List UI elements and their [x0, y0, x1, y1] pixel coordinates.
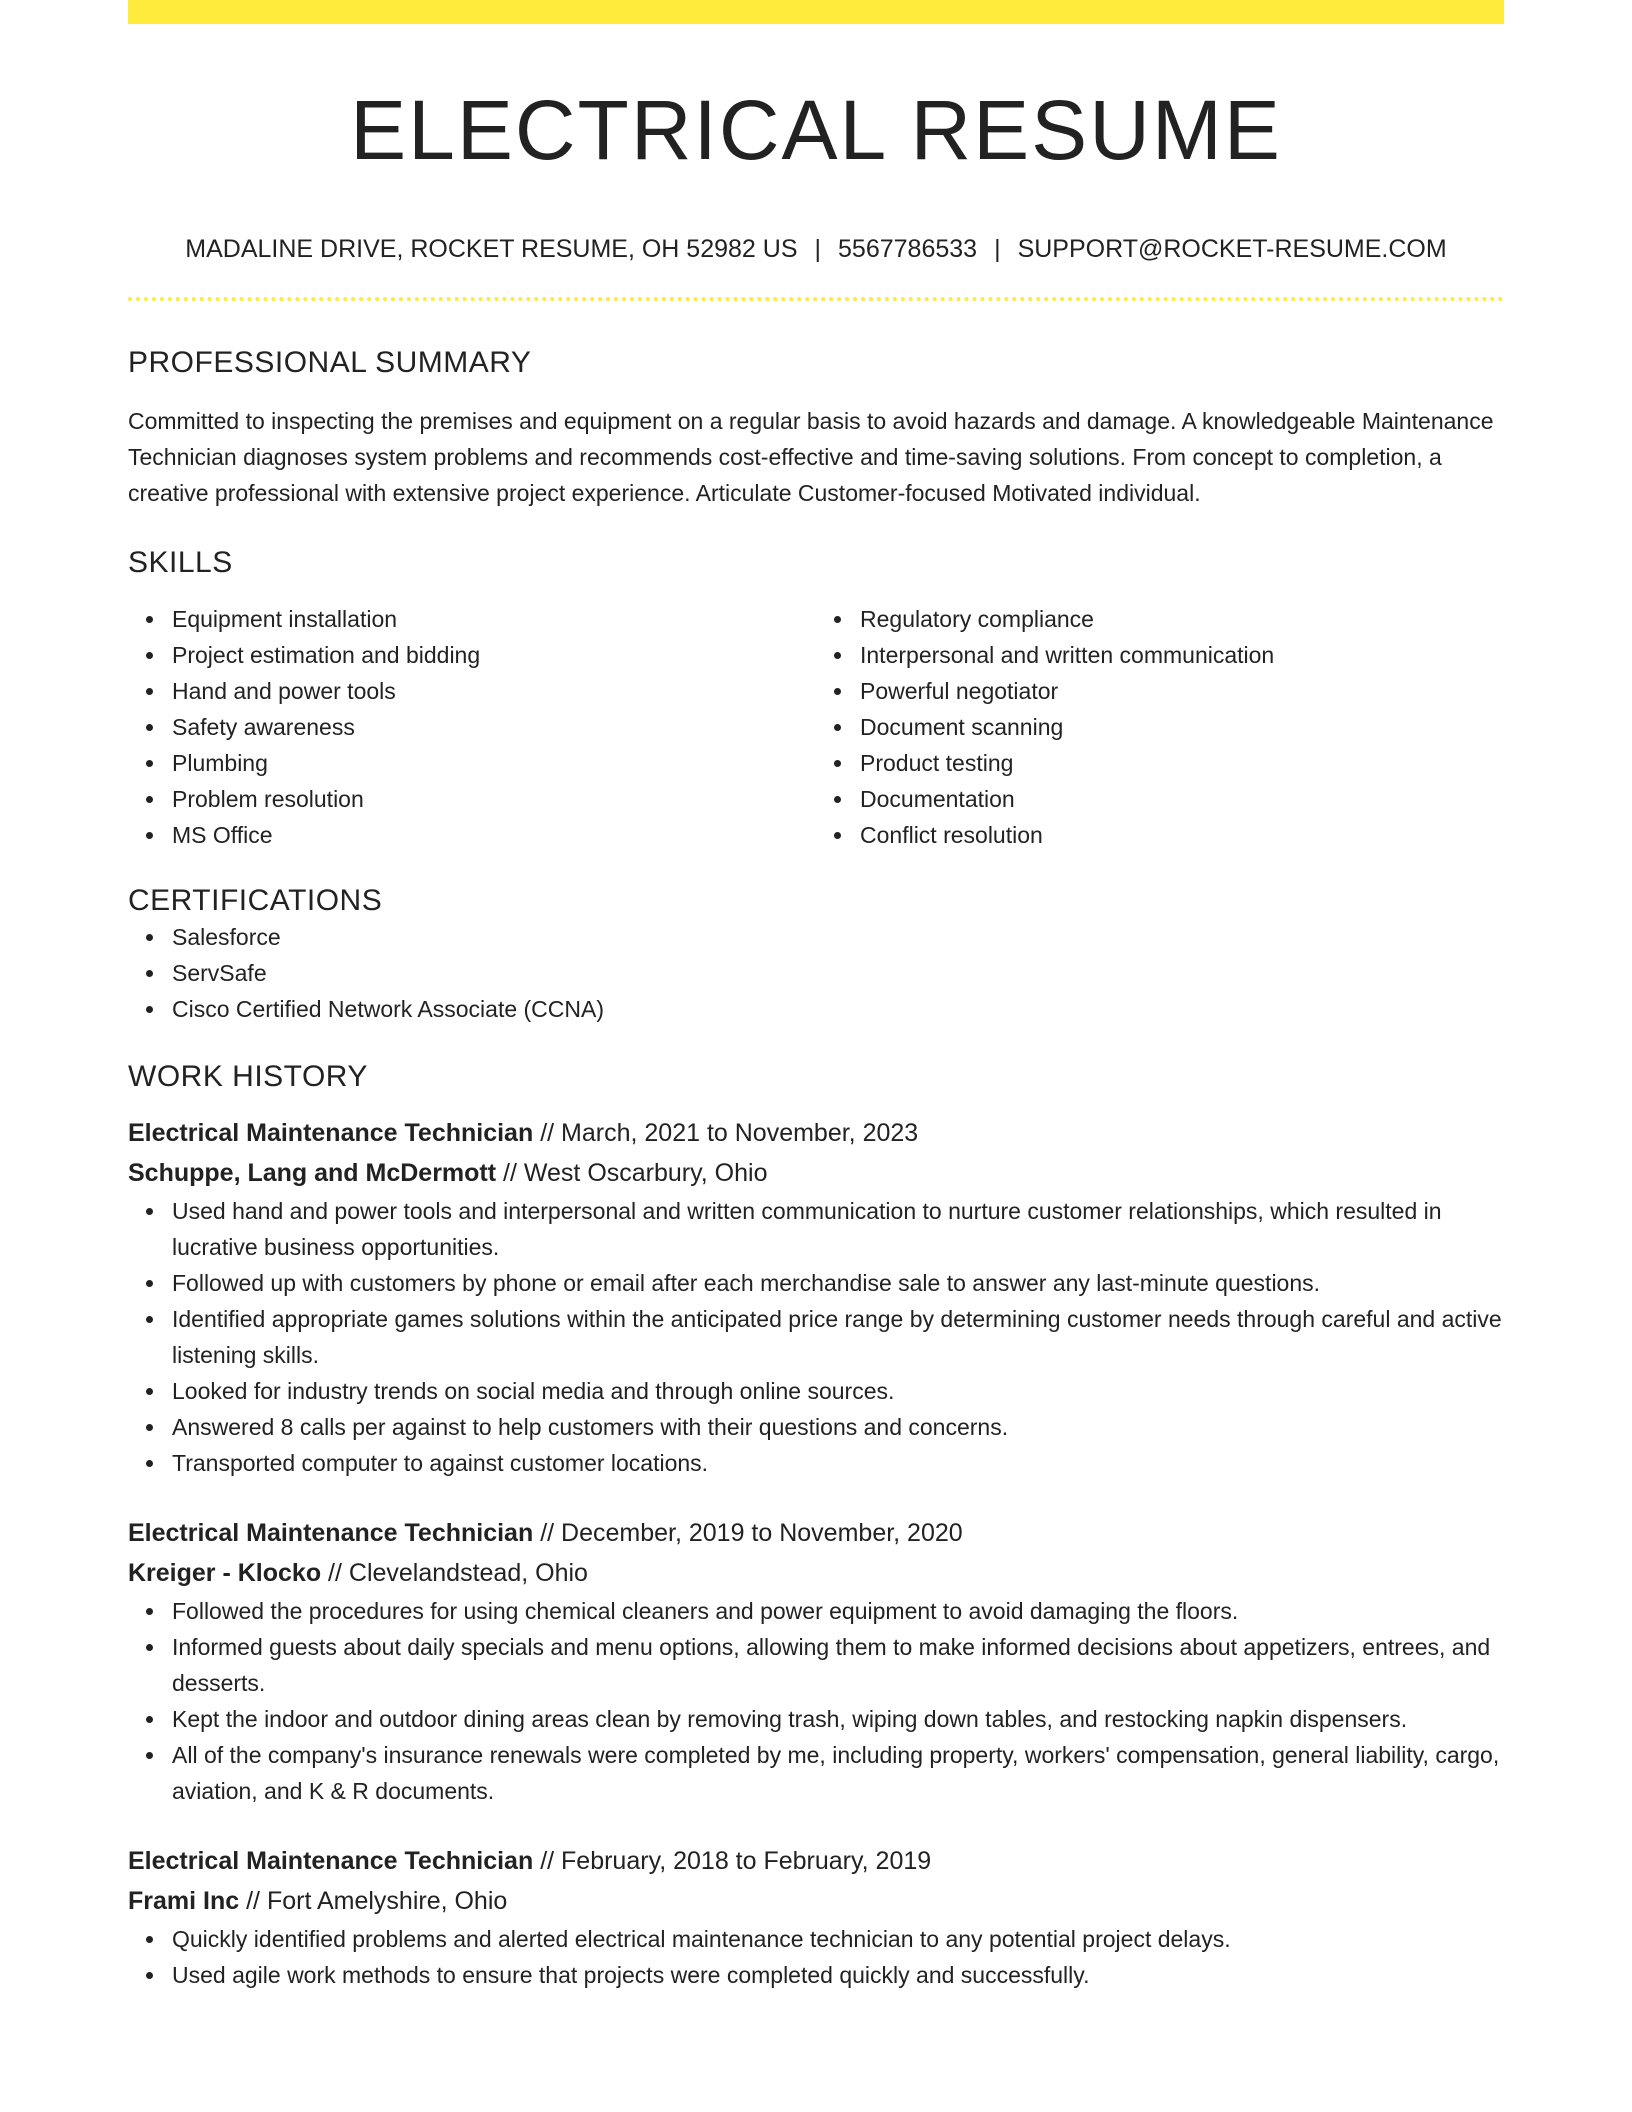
job-bullet: All of the company's insurance renewals were completed by me, including property, workers' compensation, general liability, cargo, aviation, and K & R documents.	[172, 1737, 1504, 1809]
job-title-line	[128, 1841, 1504, 1881]
job-bullet: Quickly identified problems and alerted electrical maintenance technician to any potential project delays.	[172, 1921, 1504, 1957]
job-bullet: Followed up with customers by phone or email after each merchandise sale to answer any last-minute questions.	[172, 1265, 1504, 1301]
contact-line	[128, 234, 1504, 264]
skill-item: MS Office	[172, 817, 816, 853]
job-entry	[128, 1113, 1504, 1481]
job-header	[128, 1841, 1504, 1921]
resume-title: ELECTRICAL RESUME	[350, 83, 1282, 177]
summary-text: Committed to inspecting the premises and equipment on a regular basis to avoid hazards and damage. A knowledgeable Maintenance Technician diagnoses system problems and recommends cost-effective and time-saving solutions. From concept to completion, a creative professional with extensive project experience. Articulate Customer-focused Motivated individual.	[128, 408, 1494, 507]
skill-item: Plumbing	[172, 745, 816, 781]
job-bullet-list	[128, 1921, 1504, 1993]
certification-item: ServSafe	[172, 955, 1504, 991]
job-role: Electrical Maintenance Technician	[128, 1519, 534, 1548]
email-text: SUPPORT@ROCKET-RESUME.COM	[1017, 235, 1447, 264]
job-bullet: Transported computer to against customer locations.	[172, 1445, 1504, 1481]
work-history-heading: WORK HISTORY	[128, 1060, 368, 1094]
phone-text: 5567786533	[838, 235, 978, 264]
resume-page	[128, 0, 1504, 1993]
job-entry	[128, 1513, 1504, 1809]
job-title-line	[128, 1513, 1504, 1553]
skills-list-left	[128, 601, 816, 853]
job-title-line	[128, 1113, 1504, 1153]
skill-item: Regulatory compliance	[860, 601, 1504, 637]
job-company-line	[128, 1553, 1504, 1593]
job-header	[128, 1113, 1504, 1193]
dotted-divider	[128, 297, 1504, 301]
certifications-list	[128, 919, 1504, 1027]
address-text: MADALINE DRIVE, ROCKET RESUME, OH 52982 US	[185, 235, 798, 264]
job-dates: // February, 2018 to February, 2019	[533, 1847, 932, 1876]
skill-item: Problem resolution	[172, 781, 816, 817]
skill-item: Hand and power tools	[172, 673, 816, 709]
job-location: // Clevelandstead, Ohio	[321, 1559, 588, 1588]
job-dates: // March, 2021 to November, 2023	[533, 1119, 919, 1148]
skill-item: Product testing	[860, 745, 1504, 781]
skill-item: Interpersonal and written communication	[860, 637, 1504, 673]
job-company-line	[128, 1881, 1504, 1921]
job-bullet: Followed the procedures for using chemical cleaners and power equipment to avoid damaging the floors.	[172, 1593, 1504, 1629]
job-dates: // December, 2019 to November, 2020	[533, 1519, 963, 1548]
job-location: // West Oscarbury, Ohio	[496, 1159, 768, 1188]
job-bullet: Informed guests about daily specials and menu options, allowing them to make informed decisions about appetizers, entrees, and desserts.	[172, 1629, 1504, 1701]
job-bullet: Used agile work methods to ensure that projects were completed quickly and successfully.	[172, 1957, 1504, 1993]
job-bullet: Identified appropriate games solutions within the anticipated price range by determining customer needs through careful and active listening skills.	[172, 1301, 1504, 1373]
skills-list-right	[816, 601, 1504, 853]
job-company: Frami Inc	[128, 1887, 240, 1916]
job-bullet: Used hand and power tools and interpersonal and written communication to nurture customer relationships, which resulted in lucrative business opportunities.	[172, 1193, 1504, 1265]
contact-separator: |	[814, 235, 822, 264]
job-header	[128, 1513, 1504, 1593]
job-bullet: Looked for industry trends on social media and through online sources.	[172, 1373, 1504, 1409]
certification-item: Salesforce	[172, 919, 1504, 955]
job-company-line	[128, 1153, 1504, 1193]
job-bullet: Answered 8 calls per against to help customers with their questions and concerns.	[172, 1409, 1504, 1445]
job-bullet: Kept the indoor and outdoor dining areas clean by removing trash, wiping down tables, and restocking napkin dispensers.	[172, 1701, 1504, 1737]
certification-item: Cisco Certified Network Associate (CCNA)	[172, 991, 1504, 1027]
job-company: Kreiger - Klocko	[128, 1559, 322, 1588]
job-company: Schuppe, Lang and McDermott	[128, 1159, 497, 1188]
skills-grid	[128, 601, 1504, 853]
contact-separator: |	[994, 235, 1001, 264]
summary-heading: PROFESSIONAL SUMMARY	[128, 346, 532, 380]
job-location: // Fort Amelyshire, Ohio	[239, 1887, 508, 1916]
skill-item: Project estimation and bidding	[172, 637, 816, 673]
job-bullet-list	[128, 1193, 1504, 1481]
certifications-heading: CERTIFICATIONS	[128, 884, 383, 918]
job-role: Electrical Maintenance Technician	[128, 1119, 534, 1148]
skill-item: Equipment installation	[172, 601, 816, 637]
job-role: Electrical Maintenance Technician	[128, 1847, 534, 1876]
skill-item: Documentation	[860, 781, 1504, 817]
skill-item: Powerful negotiator	[860, 673, 1504, 709]
job-entry	[128, 1841, 1504, 1993]
skill-item: Safety awareness	[172, 709, 816, 745]
accent-bar	[128, 0, 1504, 24]
skills-heading: SKILLS	[128, 546, 233, 580]
skill-item: Conflict resolution	[860, 817, 1504, 853]
skill-item: Document scanning	[860, 709, 1504, 745]
job-bullet-list	[128, 1593, 1504, 1809]
